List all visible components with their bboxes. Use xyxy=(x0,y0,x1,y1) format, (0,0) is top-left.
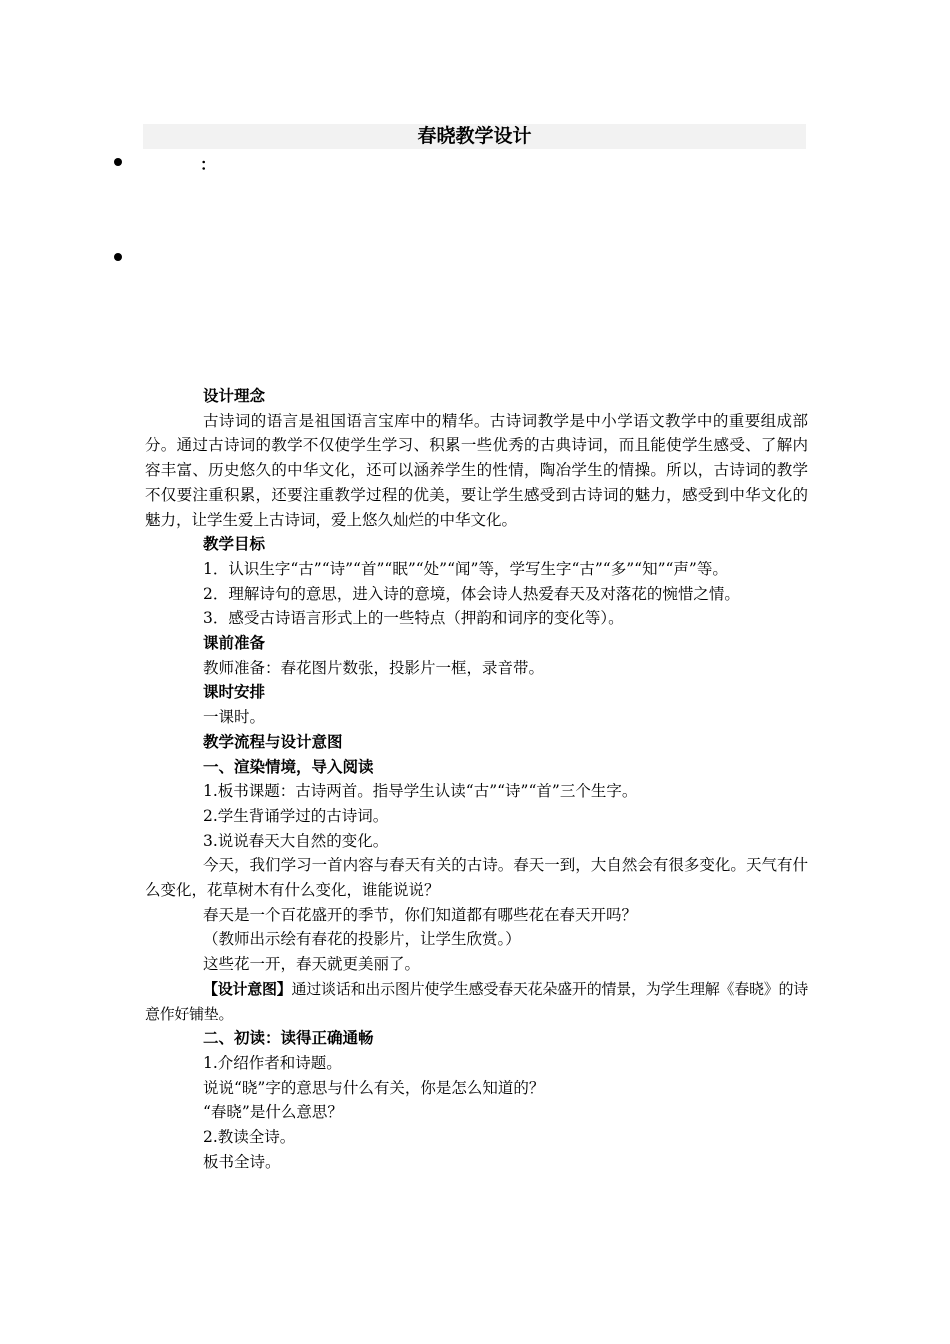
paragraph: 古诗词的语言是祖国语言宝库中的精华。古诗词教学是中小学语文教学中的重要组成部分。通过古诗词的教学不仅使学生学习、积累一些优秀的古典诗词，而且能使学生感受、了解内容丰富、历史悠久的中华文化，还可以涵养学生的性情，陶冶学生的情操。所以，古诗词的教学不仅要注重积累，还要注重教学过程的优美，要让学生感受到古诗词的魅力，感受到中华文化的魅力，让学生爱上古诗词，爱上悠久灿烂的中华文化。 xyxy=(145,411,808,529)
paragraph: 说说“晓”字的意思与什么有关，你是怎么知道的？ xyxy=(203,1078,545,1097)
paragraph: 3.说说春天大自然的变化。 xyxy=(203,831,389,850)
header-colon: ： xyxy=(200,155,217,174)
paragraph: 2.教读全诗。 xyxy=(203,1128,296,1147)
paragraph: 3．感受古诗语言形式上的一些特点（押韵和词序的变化等）。 xyxy=(203,609,624,628)
section-heading: 一、渲染情境，导入阅读 xyxy=(203,757,374,776)
paragraph: 1.介绍作者和诗题。 xyxy=(203,1053,342,1072)
paragraph: “春晓”是什么意思？ xyxy=(203,1103,343,1122)
paragraph: 2．理解诗句的意思，进入诗的意境，体会诗人热爱春天及对落花的惋惜之情。 xyxy=(203,584,740,603)
paragraph: 春天是一个百花盛开的季节，你们知道都有哪些花在春天开吗？ xyxy=(203,905,638,924)
paragraph: 2.学生背诵学过的古诗词。 xyxy=(203,806,389,825)
section-heading: 课前准备 xyxy=(203,634,266,653)
section-heading: 设计理念 xyxy=(203,387,266,405)
paragraph: （教师出示绘有春花的投影片，让学生欣赏。） xyxy=(203,930,521,949)
paragraph: 一课时。 xyxy=(203,708,266,727)
paragraph: 这些花一开，春天就更美丽了。 xyxy=(203,955,421,974)
section-heading: 二、初读：读得正确通畅 xyxy=(203,1029,374,1048)
section-heading: 教学流程与设计意图 xyxy=(203,732,343,751)
bullet-icon xyxy=(114,253,122,261)
design-note-text: 通过谈话和出示图片使学生感受春天花朵盛开的情景，为学生理解《春晓》的诗意作好铺垫。 xyxy=(145,979,808,1023)
design-note xyxy=(145,977,808,1026)
section-heading: 教学目标 xyxy=(203,535,266,554)
section-heading: 课时安排 xyxy=(203,683,266,702)
paragraph: 今天，我们学习一首内容与春天有关的古诗。春天一到，大自然会有很多变化。天气有什么变化，花草树木有什么变化，谁能说说？ xyxy=(145,856,808,900)
page-title: 春晓教学设计 xyxy=(417,125,532,147)
design-note-tag: 【设计意图】 xyxy=(203,979,292,998)
document-body xyxy=(145,384,808,1175)
paragraph: 板书全诗。 xyxy=(203,1152,281,1171)
paragraph: 教师准备：春花图片数张，投影片一框，录音带。 xyxy=(203,658,545,677)
bullet-icon xyxy=(114,158,122,166)
paragraph: 1．认识生字“古”“诗”“首”“眠”“处”“闻”等，学写生字“古”“多”“知”“声”等。 xyxy=(203,559,728,578)
paragraph: 1.板书课题：古诗两首。指导学生认读“古”“诗”“首”三个生字。 xyxy=(203,782,638,801)
